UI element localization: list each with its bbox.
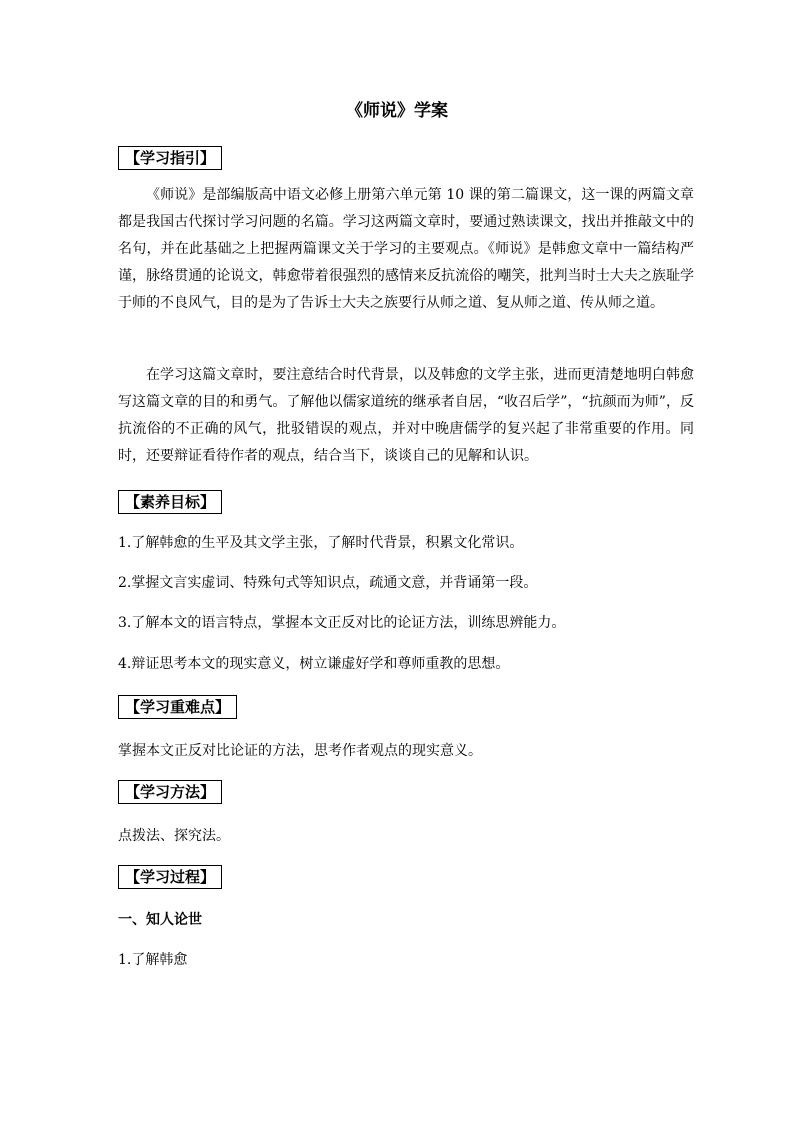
key-points-text: 掌握本文正反对比论证的方法，思考作者观点的现实意义。 [118,743,482,759]
guide-paragraph-1: 《师说》是部编版高中语文必修上册第六单元第 10 课的第二篇课文，这一课的两篇文章都是我国古代探讨学习问题的名篇。学习这两篇文章时，要通过熟读课文，找出并推敲文中的名句，并在此基础之上把握两篇课文关于学习的主要观点。《师说》是韩愈文章中一篇结构严谨，脉络贯通的论说文，韩愈带着很强烈的感情来反抗流俗的嘲笑，批判当时士大夫之族耻学于师的不良风气，目的是为了告诉士大夫之族要行从师之道、复从师之道、传从师之道。 [118,187,694,311]
section-heading-key-points: 【学习重难点】 [118,695,237,719]
goal-item-3: 3.了解本文的语言特点，掌握本文正反对比的论证方法，训练思辨能力。 [118,615,566,631]
section-heading-process: 【学习过程】 [118,865,222,889]
guide-paragraph-2: 在学习这篇文章时，要注意结合时代背景，以及韩愈的文学主张，进而更清楚地明白韩愈写这篇文章的目的和勇气。了解他以儒家道统的继承者自居，“收召后学”，“抗颜而为师”，反抗流俗的不正确的风气，批驳错误的观点，并对中晚唐儒学的复兴起了非常重要的作用。同时，还要辩证看待作者的观点，结合当下，谈谈自己的见解和认识。 [118,367,694,464]
section-heading-methods: 【学习方法】 [118,780,222,804]
goal-item-4: 4.辩证思考本文的现实意义，树立谦虚好学和尊师重教的思想。 [118,656,510,672]
goal-item-2: 2.掌握文言实虚词、特殊句式等知识点，疏通文意，并背诵第一段。 [118,575,538,591]
document-title: 《师说》学案 [346,101,448,121]
section-heading-goals: 【素养目标】 [118,490,222,514]
section-heading-guide: 【学习指引】 [118,146,222,170]
methods-text: 点拨法、探究法。 [118,828,230,844]
goal-item-1: 1.了解韩愈的生平及其文学主张，了解时代背景，积累文化常识。 [118,535,524,551]
process-item-1: 1.了解韩愈 [118,952,188,968]
process-subheading: 一、知人论世 [118,912,202,928]
